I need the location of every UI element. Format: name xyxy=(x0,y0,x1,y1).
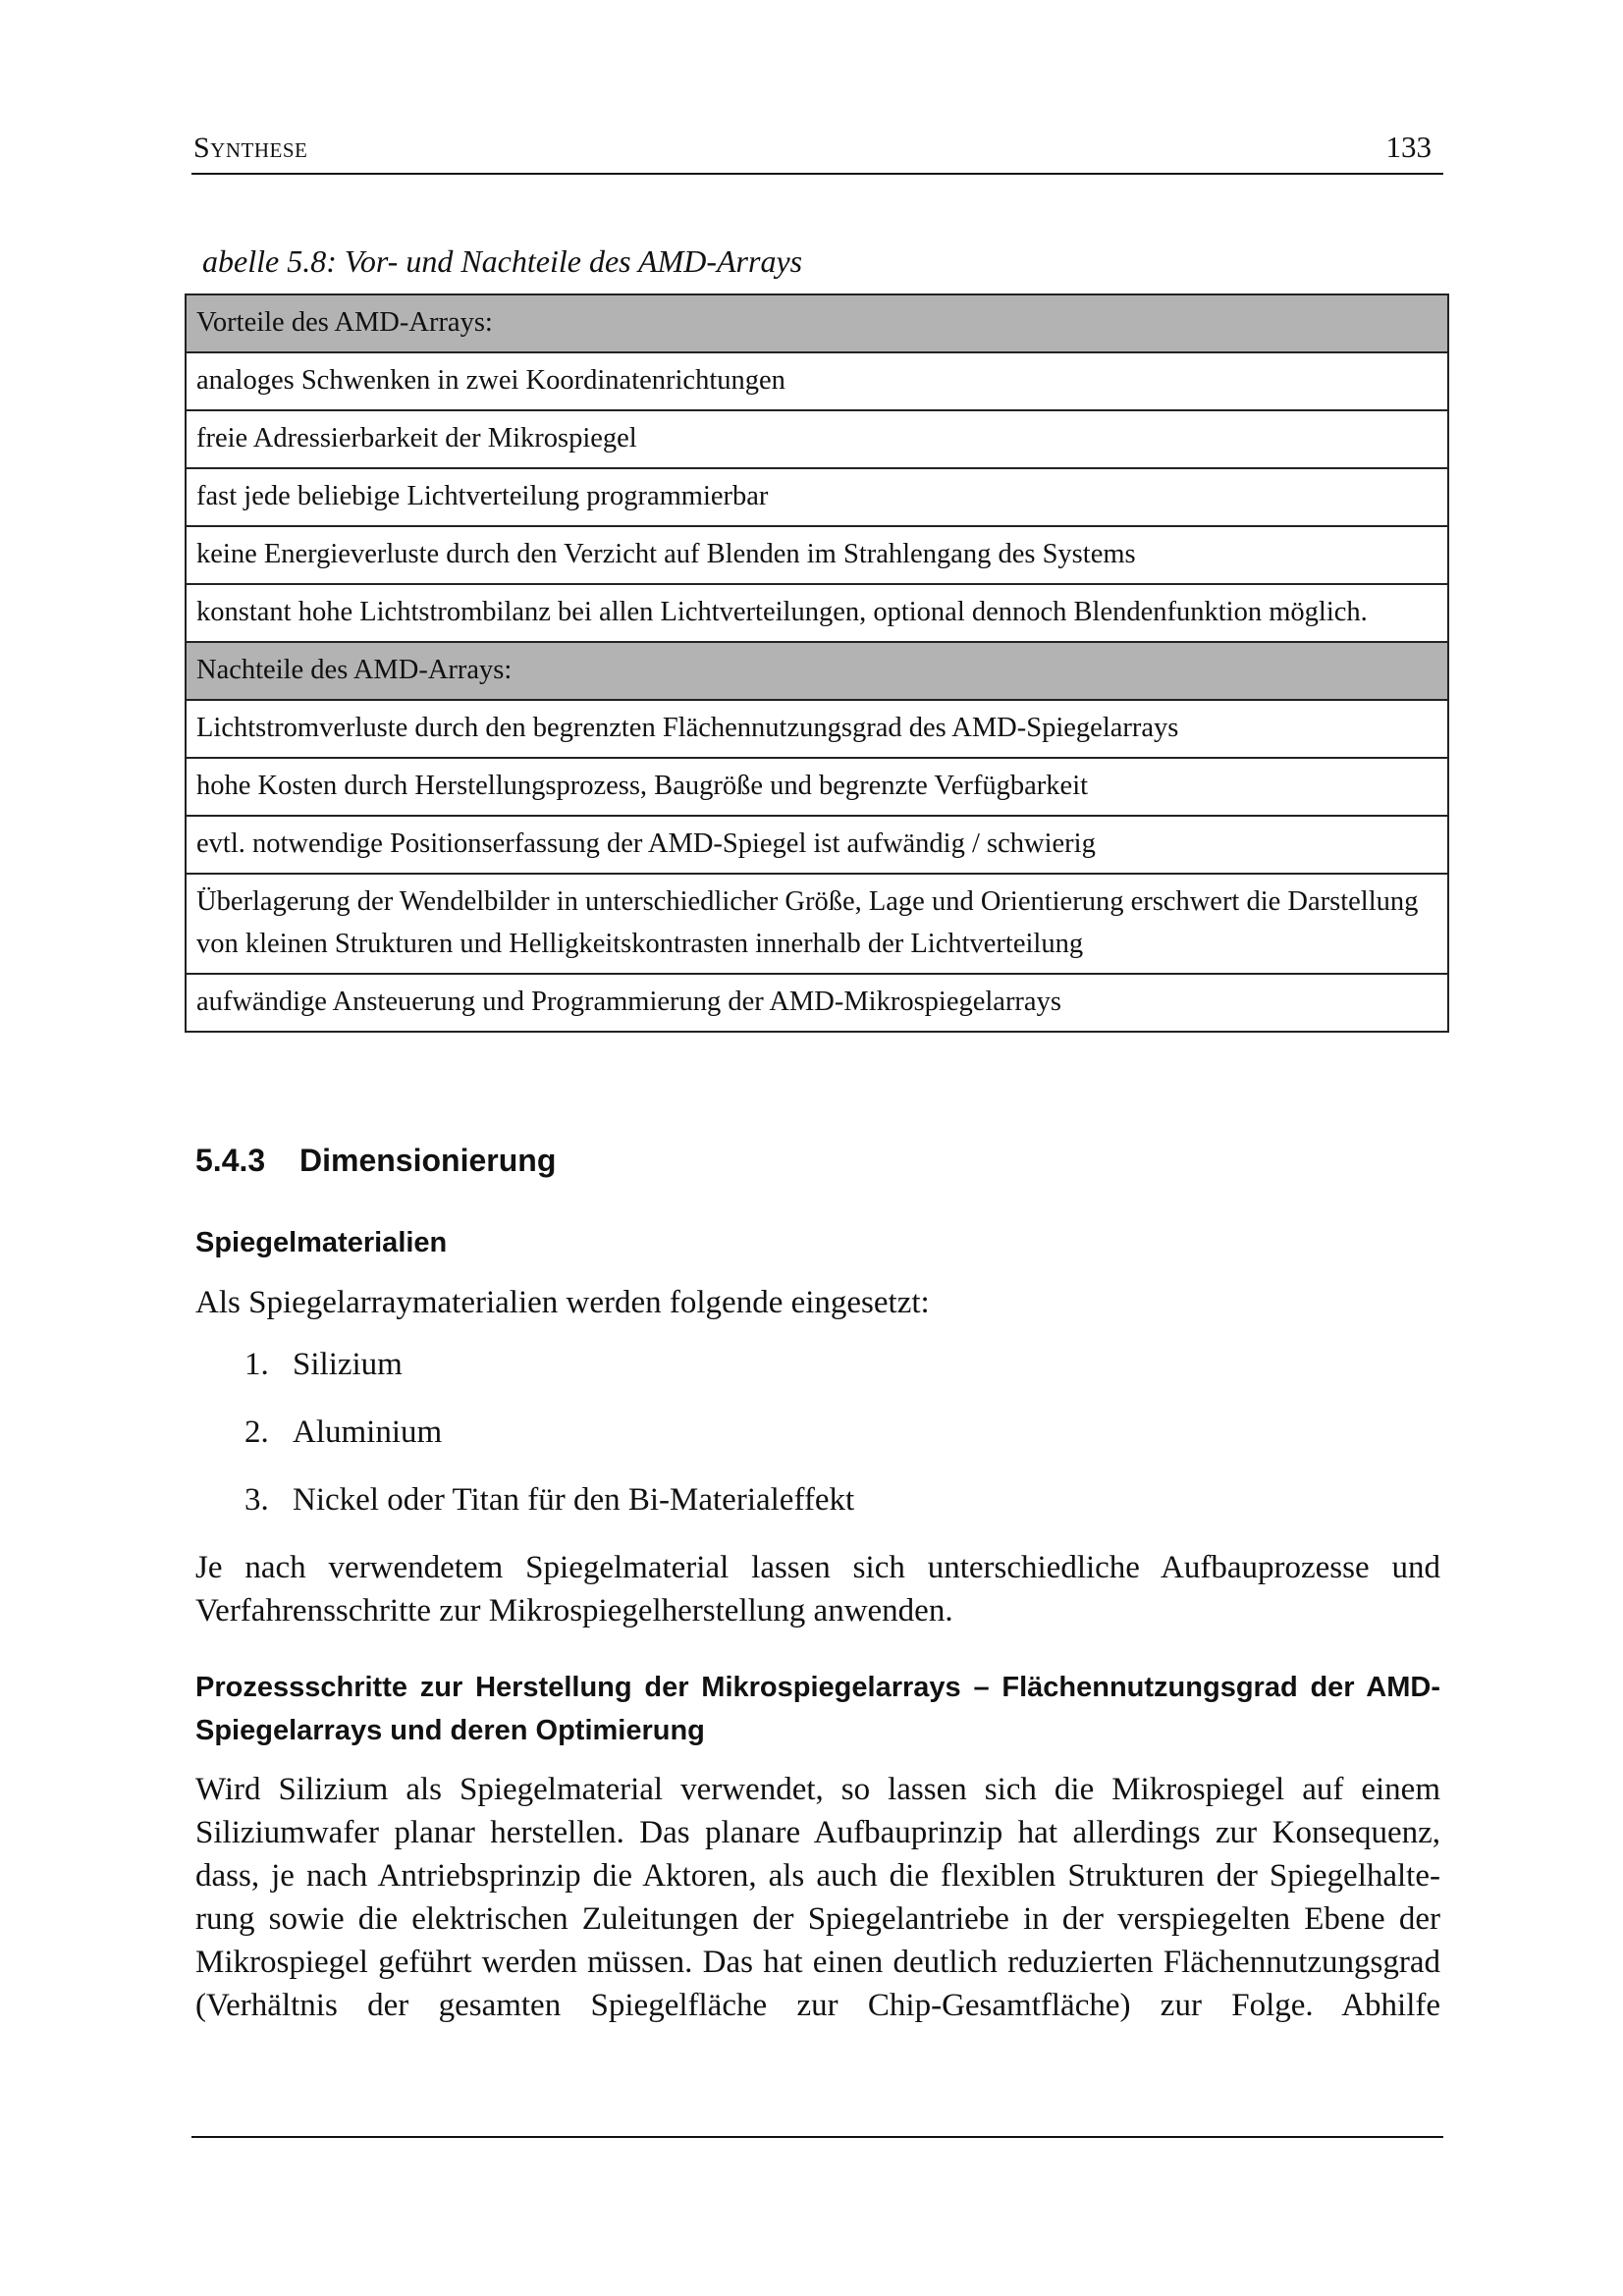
table-cell: freie Adressierbarkeit der Mikrospiegel xyxy=(186,410,1448,468)
pros-cons-table xyxy=(185,294,1449,1033)
page-number: 133 xyxy=(1385,130,1432,164)
advantages-heading: Vorteile des AMD-Arrays: xyxy=(186,294,1448,352)
list-number: 2. xyxy=(244,1415,269,1450)
list-item xyxy=(195,1343,854,1411)
table-cell: fast jede beliebige Lichtverteilung programmierbar xyxy=(186,468,1448,526)
disadvantages-heading: Nachteile des AMD-Arrays: xyxy=(186,642,1448,700)
table-cell: analoges Schwenken in zwei Koordinatenrichtungen xyxy=(186,352,1448,410)
table-cell: konstant hohe Lichtstrombilanz bei allen Lichtverteilungen, optional dennoch Blendenfunktion möglich. xyxy=(186,584,1448,642)
table-row xyxy=(186,410,1448,468)
section-heading xyxy=(195,1143,556,1179)
materials-paragraph: Je nach verwendetem Spiegelmaterial lassen sich unterschiedliche Aufbauprozesse und Verfahrensschritte zur Mikrospiegelherstellung anwenden. xyxy=(195,1550,1440,1629)
footer-rule xyxy=(191,2136,1443,2138)
running-title: Synthese xyxy=(193,132,308,164)
process-paragraph: Wird Silizium als Spiegelmaterial verwendet, so lassen sich die Mikrospiegel auf einem Siliziumwafer planar herstellen. Das planare Aufbauprinzip hat allerdings zur Konsequenz, dass, je nach Antriebsprinzip die Aktoren, als auch die flexiblen Strukturen der Spiegelhalterung sowie die elektrischen Zuleitungen der Spiegelantriebe in der verspiegelten Ebene der Mikrospiegel geführt werden müssen. Das hat einen deutlich reduzierten Flächennutzungsgrad (Verhältnis der gesamten Spiegelfläche zur Chip-Gesamtfläche) zur Folge. Abhilfe xyxy=(195,1772,1440,2023)
list-text: Nickel oder Titan für den Bi-Materialeffekt xyxy=(293,1482,855,1518)
table-cell: Lichtstromverluste durch den begrenzten Flächennutzungsgrad des AMD-Spiegelarrays xyxy=(186,700,1448,758)
list-item xyxy=(195,1478,854,1546)
materials-list xyxy=(195,1343,854,1546)
table-row xyxy=(186,352,1448,410)
list-number: 1. xyxy=(244,1347,269,1382)
section-number: 5.4.3 xyxy=(195,1143,266,1178)
table-row xyxy=(186,974,1448,1032)
list-text: Aluminium xyxy=(293,1415,443,1450)
table-row xyxy=(186,816,1448,874)
table-cell: hohe Kosten durch Herstellungsprozess, Baugröße und begrenzte Verfügbarkeit xyxy=(186,758,1448,816)
table-row xyxy=(186,700,1448,758)
table-row xyxy=(186,758,1448,816)
table-cell: aufwändige Ansteuerung und Programmierung der AMD-Mikrospiegelarrays xyxy=(186,974,1448,1032)
table-section-row xyxy=(186,294,1448,352)
table-row xyxy=(186,874,1448,974)
subsection-heading-materials: Spiegelmaterialien xyxy=(195,1227,448,1258)
running-header xyxy=(191,126,1443,175)
table-cell: Überlagerung der Wendelbilder in unterschiedlicher Größe, Lage und Orientierung erschwert die Darstellung von kleinen Strukturen und Helligkeitskontrasten innerhalb der Lichtverteilung xyxy=(186,874,1448,974)
table-caption: abelle 5.8: Vor- und Nachteile des AMD-Arrays xyxy=(202,243,803,279)
table-cell: keine Energieverluste durch den Verzicht auf Blenden im Strahlengang des Systems xyxy=(186,526,1448,584)
section-title: Dimensionierung xyxy=(299,1143,557,1178)
table-cell: evtl. notwendige Positionserfassung der AMD-Spiegel ist aufwändig / schwierig xyxy=(186,816,1448,874)
table-section-row xyxy=(186,642,1448,700)
table-row xyxy=(186,584,1448,642)
list-item xyxy=(195,1411,854,1478)
table-row xyxy=(186,526,1448,584)
list-number: 3. xyxy=(244,1482,269,1518)
table-row xyxy=(186,468,1448,526)
subsection-heading-process: Prozessschritte zur Herstellung der Mikrospiegelarrays – Flächennutzungsgrad der AMD-Spiegelarrays und deren Optimierung xyxy=(195,1672,1440,1746)
materials-intro: Als Spiegelarraymaterialien werden folgende eingesetzt: xyxy=(195,1285,930,1320)
list-text: Silizium xyxy=(293,1347,403,1382)
